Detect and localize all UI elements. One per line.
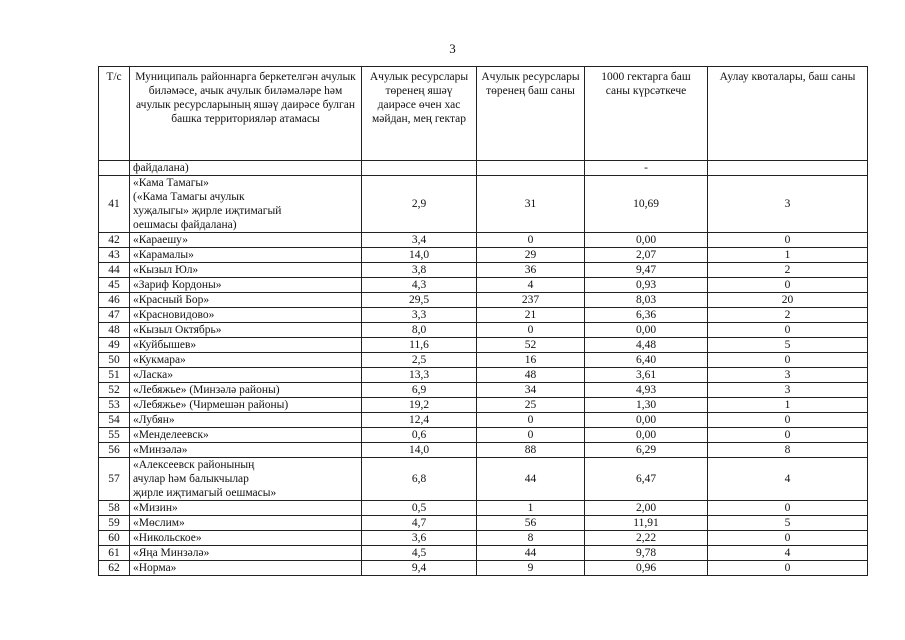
cell-density: 2,07 [585,248,708,263]
cell-territory-name: «Мөслим» [130,516,362,531]
cell-head-count: 16 [477,353,585,368]
cell-number: 62 [99,561,130,576]
cell-number: 52 [99,383,130,398]
cell-number: 51 [99,368,130,383]
cell-number: 41 [99,176,130,233]
header-number: Т/с [99,67,130,161]
cell-density: 6,36 [585,308,708,323]
cell-density: 0,93 [585,278,708,293]
cell-head-count: 237 [477,293,585,308]
cell-territory-name: «Лебяжье» (Минзәлә районы) [130,383,362,398]
cell-number: 44 [99,263,130,278]
cell-habitat-area: 8,0 [362,323,477,338]
cell-habitat-area: 3,8 [362,263,477,278]
table-row [99,353,868,368]
cell-number: 59 [99,516,130,531]
table-row [99,458,868,501]
cell-number: 60 [99,531,130,546]
cell-quota: 3 [708,368,868,383]
cell-habitat-area: 3,6 [362,531,477,546]
table-row [99,248,868,263]
cell-territory-name: «Карамалы» [130,248,362,263]
cell-density: 4,48 [585,338,708,353]
cell-habitat-area: 3,3 [362,308,477,323]
cell-number: 47 [99,308,130,323]
table-row [99,368,868,383]
cell-territory-name: «Караешу» [130,233,362,248]
cell-habitat-area: 4,7 [362,516,477,531]
cell-territory-name: «Норма» [130,561,362,576]
cell-quota: 0 [708,278,868,293]
header-territory-name: Муниципаль районнарга беркетелгән ачулык биләмәсе, ачык ачулык биләмәләре һәм ачулык ресурсларының яшәү даирәсе булган башка территорияләр атамасы [130,67,362,161]
cell-density: 6,40 [585,353,708,368]
table-row [99,443,868,458]
page-number: 3 [449,41,456,56]
header-density: 1000 гектарга баш саны күрсәткече [585,67,708,161]
cell-quota: 20 [708,293,868,308]
cell-territory-name: «Красный Бор» [130,293,362,308]
cell-quota: 0 [708,353,868,368]
cell-head-count: 31 [477,176,585,233]
cell-habitat-area: 0,5 [362,501,477,516]
cell-territory-name: «Кызыл Юл» [130,263,362,278]
cell-quota: 0 [708,531,868,546]
cell-habitat-area: 4,5 [362,546,477,561]
cell-quota: 0 [708,233,868,248]
cell-number: 45 [99,278,130,293]
cell-head-count: 29 [477,248,585,263]
table-row [99,293,868,308]
cell-habitat-area: 29,5 [362,293,477,308]
cell-quota [708,161,868,176]
cell-number: 61 [99,546,130,561]
cell-density: 6,29 [585,443,708,458]
cell-territory-name: «Кызыл Октябрь» [130,323,362,338]
cell-number: 55 [99,428,130,443]
table-row [99,176,868,233]
table-row [99,323,868,338]
cell-quota: 1 [708,248,868,263]
cell-territory-name: «Куйбышев» [130,338,362,353]
cell-number: 42 [99,233,130,248]
table-row [99,233,868,248]
cell-quota: 0 [708,428,868,443]
header-quota: Аулау квоталары, баш саны [708,67,868,161]
cell-territory-name: «Красновидово» [130,308,362,323]
cell-head-count: 1 [477,501,585,516]
table-row [99,413,868,428]
cell-head-count [477,161,585,176]
hunting-quota-table [98,66,868,576]
cell-quota: 5 [708,516,868,531]
cell-density: 1,30 [585,398,708,413]
cell-quota: 4 [708,458,868,501]
table-row [99,308,868,323]
cell-quota: 4 [708,546,868,561]
cell-head-count: 0 [477,233,585,248]
cell-quota: 0 [708,501,868,516]
cell-density: 4,93 [585,383,708,398]
cell-territory-name: «Никольское» [130,531,362,546]
cell-head-count: 25 [477,398,585,413]
cell-head-count: 48 [477,368,585,383]
cell-habitat-area: 14,0 [362,248,477,263]
cell-number [99,161,130,176]
table-row [99,546,868,561]
cell-number: 53 [99,398,130,413]
cell-territory-name: «Минзәлә» [130,443,362,458]
cell-density: 6,47 [585,458,708,501]
table-row [99,516,868,531]
cell-density: 10,69 [585,176,708,233]
table-row [99,278,868,293]
cell-head-count: 44 [477,546,585,561]
cell-habitat-area: 12,4 [362,413,477,428]
table-row [99,501,868,516]
cell-head-count: 8 [477,531,585,546]
cell-number: 46 [99,293,130,308]
table-row [99,263,868,278]
cell-territory-name: «Ласка» [130,368,362,383]
cell-density: 0,00 [585,323,708,338]
cell-head-count: 56 [477,516,585,531]
cell-territory-name: «Лебяжье» (Чирмешән районы) [130,398,362,413]
cell-head-count: 4 [477,278,585,293]
cell-territory-name: «Яңа Минзәлә» [130,546,362,561]
cell-density: 2,22 [585,531,708,546]
cell-density: 11,91 [585,516,708,531]
cell-territory-name: «Алексеевск районының ачулар һәм балыкчылар җирле иҗтимагый оешмасы» [130,458,362,501]
cell-head-count: 34 [477,383,585,398]
cell-quota: 0 [708,561,868,576]
cell-quota: 1 [708,398,868,413]
cell-density: 9,78 [585,546,708,561]
cell-density: 0,00 [585,428,708,443]
cell-habitat-area: 0,6 [362,428,477,443]
cell-density: 8,03 [585,293,708,308]
cell-quota: 0 [708,413,868,428]
cell-number: 48 [99,323,130,338]
cell-quota: 3 [708,383,868,398]
cell-territory-name: «Мизин» [130,501,362,516]
cell-habitat-area: 2,9 [362,176,477,233]
continuation-row [99,161,868,176]
cell-territory-name: «Лубян» [130,413,362,428]
cell-number: 50 [99,353,130,368]
header-habitat-area: Ачулык ресурслары төренең яшәү даирәсе өчен хас мәйдан, мең гектар [362,67,477,161]
cell-quota: 2 [708,263,868,278]
cell-habitat-area: 13,3 [362,368,477,383]
cell-habitat-area: 4,3 [362,278,477,293]
cell-head-count: 21 [477,308,585,323]
table-row [99,531,868,546]
cell-territory-name: «Менделеевск» [130,428,362,443]
cell-quota: 8 [708,443,868,458]
table-row [99,338,868,353]
cell-territory-name: «Кама Тамагы» («Кама Тамагы ачулык хуҗалыгы» җирле иҗтимагый оешмасы файдалана) [130,176,362,233]
cell-habitat-area: 6,8 [362,458,477,501]
cell-head-count: 0 [477,413,585,428]
cell-head-count: 0 [477,323,585,338]
cell-density: 0,00 [585,413,708,428]
cell-habitat-area: 9,4 [362,561,477,576]
cell-quota: 2 [708,308,868,323]
cell-territory-name: «Кукмара» [130,353,362,368]
table-row [99,428,868,443]
cell-habitat-area: 14,0 [362,443,477,458]
cell-head-count: 88 [477,443,585,458]
cell-habitat-area: 2,5 [362,353,477,368]
cell-head-count: 44 [477,458,585,501]
cell-head-count: 9 [477,561,585,576]
cell-quota: 3 [708,176,868,233]
cell-density: 3,61 [585,368,708,383]
table-row [99,561,868,576]
cell-density: - [585,161,708,176]
cell-number: 49 [99,338,130,353]
cell-habitat-area: 6,9 [362,383,477,398]
cell-quota: 5 [708,338,868,353]
cell-habitat-area: 11,6 [362,338,477,353]
cell-territory-name: файдалана) [130,161,362,176]
cell-density: 0,00 [585,233,708,248]
cell-head-count: 52 [477,338,585,353]
table-row [99,398,868,413]
cell-number: 58 [99,501,130,516]
cell-head-count: 0 [477,428,585,443]
cell-number: 57 [99,458,130,501]
cell-habitat-area: 19,2 [362,398,477,413]
cell-number: 54 [99,413,130,428]
cell-density: 2,00 [585,501,708,516]
cell-quota: 0 [708,323,868,338]
cell-number: 56 [99,443,130,458]
header-head-count: Ачулык ресурслары төренең баш саны [477,67,585,161]
cell-habitat-area [362,161,477,176]
cell-density: 0,96 [585,561,708,576]
cell-head-count: 36 [477,263,585,278]
cell-territory-name: «Зариф Кордоны» [130,278,362,293]
cell-number: 43 [99,248,130,263]
table-header-row [99,67,868,161]
cell-habitat-area: 3,4 [362,233,477,248]
cell-density: 9,47 [585,263,708,278]
table-row [99,383,868,398]
